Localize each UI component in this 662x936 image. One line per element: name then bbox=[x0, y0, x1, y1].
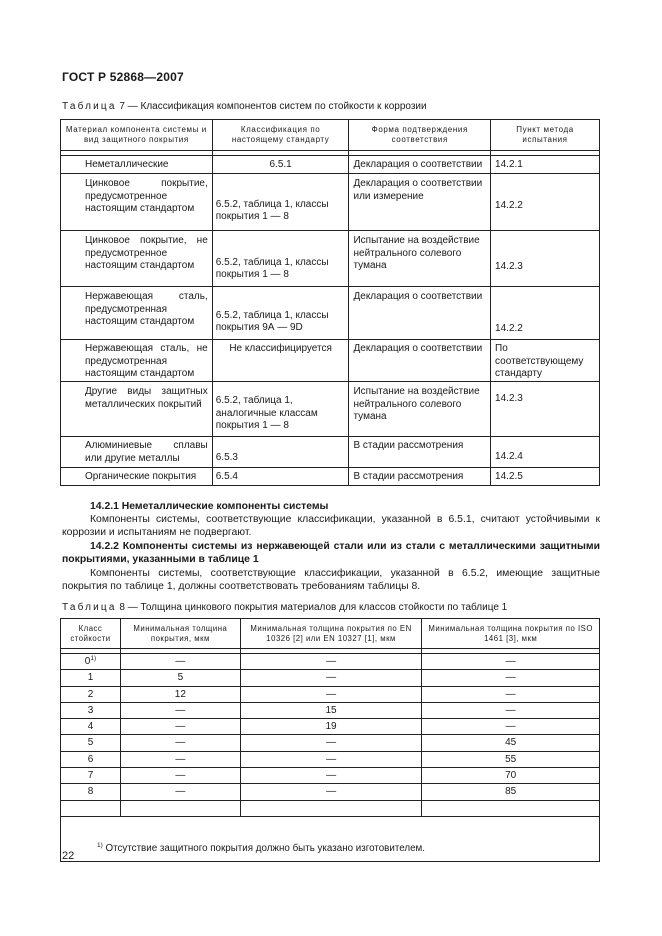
table8-footnote bbox=[61, 816, 600, 861]
value-cell: — bbox=[422, 670, 600, 686]
table8-empty-row bbox=[61, 800, 600, 816]
class-cell: 8 bbox=[61, 784, 121, 800]
value-cell: 70 bbox=[422, 768, 600, 784]
value-cell: — bbox=[120, 784, 240, 800]
material-cell: Цинковое покрытие, предусмотренное настоящим стандартом bbox=[61, 174, 213, 231]
table-row bbox=[61, 719, 600, 735]
footnote-text: Отсутствие защитного покрытия должно быть указано изготовителем. bbox=[102, 842, 425, 854]
table-row bbox=[61, 768, 600, 784]
table-row bbox=[61, 382, 600, 437]
table7-caption-label: Таблица bbox=[62, 101, 117, 112]
classification-cell: 6.5.3 bbox=[212, 437, 349, 468]
class-cell: 6 bbox=[61, 751, 121, 767]
value-cell: — bbox=[120, 654, 240, 670]
clause-cell: По соответствующему стандарту bbox=[491, 340, 600, 382]
value-cell: — bbox=[240, 686, 422, 702]
table8-caption-label: Таблица bbox=[62, 602, 117, 613]
table-row bbox=[61, 670, 600, 686]
value-cell: — bbox=[422, 686, 600, 702]
confirmation-cell: Декларация о соответствии bbox=[349, 287, 491, 340]
table7-header-confirmation: Форма подтверждения соответствия bbox=[349, 120, 491, 151]
classification-cell: 6.5.1 bbox=[212, 156, 349, 174]
table8-header-min-thickness: Минимальная толщина покрытия, мкм bbox=[120, 619, 240, 649]
value-cell: — bbox=[422, 702, 600, 718]
classification-cell: 6.5.2, таблица 1, классы покрытия 9А — 9D bbox=[212, 287, 349, 340]
zinc-thickness-table bbox=[60, 618, 600, 862]
section-14-2-1-text: Компоненты системы, соответствующие классификации, указанной в 6.5.1, считают устойчивыми к коррозии и испытаниям не подвергают. bbox=[62, 514, 600, 539]
value-cell: — bbox=[240, 768, 422, 784]
value-cell: — bbox=[120, 702, 240, 718]
class-cell: 3 bbox=[61, 702, 121, 718]
class-value: 0 bbox=[84, 656, 91, 667]
table-row bbox=[61, 735, 600, 751]
value-cell: 55 bbox=[422, 751, 600, 767]
value-cell: — bbox=[240, 751, 422, 767]
table-row bbox=[61, 686, 600, 702]
clause-cell: 14.2.3 bbox=[491, 382, 600, 437]
value-cell: — bbox=[422, 654, 600, 670]
table8-caption bbox=[62, 602, 507, 613]
table8-header-iso-thickness: Минимальная толщина покрытия по ISO 1461 [3], мкм bbox=[422, 619, 600, 649]
table-row bbox=[61, 287, 600, 340]
table7-header-row bbox=[61, 120, 600, 151]
table-row bbox=[61, 654, 600, 670]
table-row bbox=[61, 174, 600, 231]
table-row bbox=[61, 784, 600, 800]
table-row bbox=[61, 156, 600, 174]
clause-cell: 14.2.1 bbox=[491, 156, 600, 174]
table8-footnote-row bbox=[61, 816, 600, 861]
value-cell: 45 bbox=[422, 735, 600, 751]
footnote-mark: 1) bbox=[97, 841, 103, 849]
table-row bbox=[61, 751, 600, 767]
class-cell: 5 bbox=[61, 735, 121, 751]
table7-caption-text: 7 — Классификация компонентов систем по стойкости к коррозии bbox=[116, 101, 427, 112]
value-cell: — bbox=[240, 735, 422, 751]
classification-cell: 6.5.2, таблица 1, классы покрытия 1 — 8 bbox=[212, 174, 349, 231]
section-14-2-1-title: 14.2.1 Неметаллические компоненты системы bbox=[90, 501, 329, 512]
table8-caption-text: 8 — Толщина цинкового покрытия материалов для классов стойкости по таблице 1 bbox=[116, 602, 508, 613]
confirmation-cell: Испытание на воздействие нейтрального солевого тумана bbox=[349, 382, 491, 437]
table7-caption bbox=[62, 101, 427, 112]
confirmation-cell: Декларация о соответствии или измерение bbox=[349, 174, 491, 231]
clause-cell: 14.2.2 bbox=[491, 174, 600, 231]
section-14-2-2-text: Компоненты системы, соответствующие классификации, указанной в 6.5.2, имеющие защитные покрытия по таблице 1, должны соответствовать требованиям таблицы 8. bbox=[62, 568, 600, 593]
clause-cell: 14.2.5 bbox=[491, 468, 600, 486]
value-cell: 85 bbox=[422, 784, 600, 800]
section-14-2-2-title: 14.2.2 Компоненты системы из нержавеющей стали или из стали с металлическими защитными покрытиями, указанными в таблице 1 bbox=[62, 541, 600, 566]
table-row bbox=[61, 340, 600, 382]
confirmation-cell: Испытание на воздействие нейтрального солевого тумана bbox=[349, 231, 491, 287]
material-cell: Неметаллические bbox=[61, 156, 213, 174]
value-cell: — bbox=[120, 751, 240, 767]
clause-cell: 14.2.2 bbox=[491, 287, 600, 340]
value-cell: 5 bbox=[120, 670, 240, 686]
table7-header-material: Материал компонента системы и вид защитного покрытия bbox=[61, 120, 213, 151]
value-cell: — bbox=[120, 719, 240, 735]
material-cell: Другие виды защитных металлических покрытий bbox=[61, 382, 213, 437]
classification-cell: 6.5.4 bbox=[212, 468, 349, 486]
confirmation-cell: Декларация о соответствии bbox=[349, 156, 491, 174]
table-row bbox=[61, 437, 600, 468]
clause-cell: 14.2.4 bbox=[491, 437, 600, 468]
table-row bbox=[61, 702, 600, 718]
material-cell: Алюминиевые сплавы или другие металлы bbox=[61, 437, 213, 468]
classification-cell: 6.5.2, таблица 1, классы покрытия 1 — 8 bbox=[212, 231, 349, 287]
value-cell: 19 bbox=[240, 719, 422, 735]
class-cell: 1 bbox=[61, 670, 121, 686]
class-cell bbox=[61, 654, 121, 670]
table7-header-clause: Пункт метода испытания bbox=[491, 120, 600, 151]
footnote-mark: 1) bbox=[90, 655, 97, 662]
table8-header-class: Класс стойкости bbox=[61, 619, 121, 649]
class-cell: 7 bbox=[61, 768, 121, 784]
material-cell: Нержавеющая сталь, предусмотренная настоящим стандартом bbox=[61, 287, 213, 340]
value-cell: — bbox=[422, 719, 600, 735]
confirmation-cell: Декларация о соответствии bbox=[349, 340, 491, 382]
classification-cell: 6.5.2, таблица 1, аналогичные классам покрытия 1 — 8 bbox=[212, 382, 349, 437]
class-cell: 2 bbox=[61, 686, 121, 702]
clause-cell: 14.2.3 bbox=[491, 231, 600, 287]
value-cell: — bbox=[120, 768, 240, 784]
value-cell: 15 bbox=[240, 702, 422, 718]
value-cell: — bbox=[120, 735, 240, 751]
material-cell: Нержавеющая сталь, не предусмотренная настоящим стандартом bbox=[61, 340, 213, 382]
value-cell: — bbox=[240, 784, 422, 800]
value-cell: — bbox=[240, 670, 422, 686]
table8-header-row bbox=[61, 619, 600, 649]
table-row bbox=[61, 231, 600, 287]
classification-cell: Не классифицируется bbox=[212, 340, 349, 382]
document-code: ГОСТ Р 52868—2007 bbox=[62, 70, 184, 84]
page-number: 22 bbox=[62, 850, 75, 862]
confirmation-cell: В стадии рассмотрения bbox=[349, 437, 491, 468]
value-cell: 12 bbox=[120, 686, 240, 702]
corrosion-classification-table bbox=[60, 119, 600, 486]
confirmation-cell: В стадии рассмотрения bbox=[349, 468, 491, 486]
table-row bbox=[61, 468, 600, 486]
table8-header-en-thickness: Минимальная толщина покрытия по EN 10326 [2] или EN 10327 [1], мкм bbox=[240, 619, 422, 649]
class-cell: 4 bbox=[61, 719, 121, 735]
table7-header-classification: Классификация по настоящему стандарту bbox=[212, 120, 349, 151]
material-cell: Цинковое покрытие, не предусмотренное настоящим стандартом bbox=[61, 231, 213, 287]
material-cell: Органические покрытия bbox=[61, 468, 213, 486]
value-cell: — bbox=[240, 654, 422, 670]
